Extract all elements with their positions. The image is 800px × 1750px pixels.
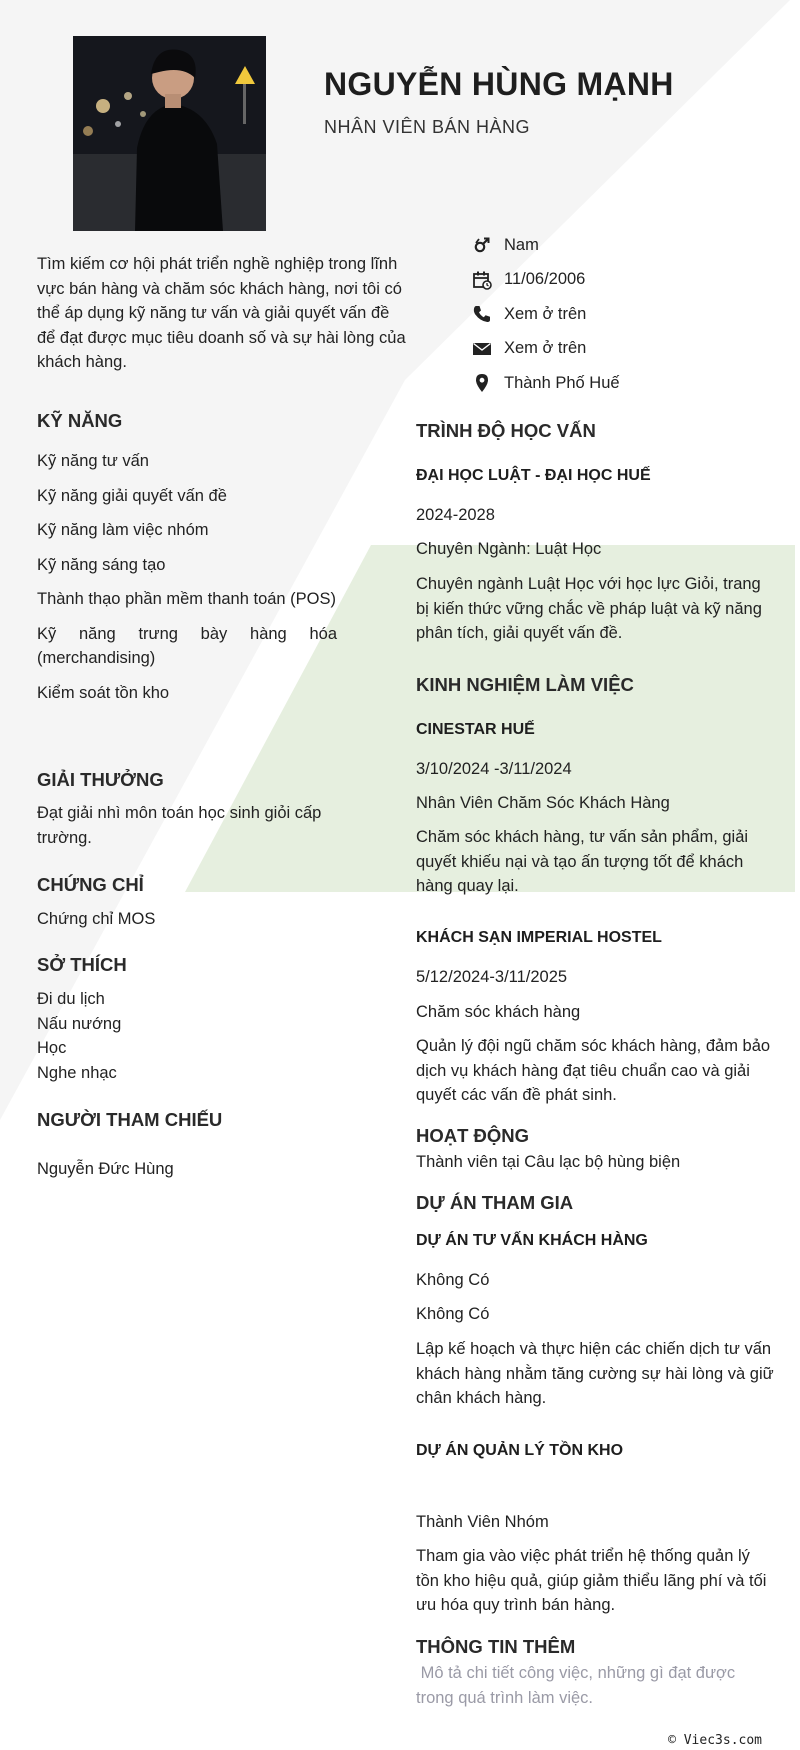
contact-gender-value: Nam (504, 235, 539, 254)
contact-list (472, 228, 620, 401)
skills-heading: KỸ NĂNG (37, 410, 123, 431)
project-description: Tham gia vào việc phát triển hệ thống quản lý tồn kho hiệu quả, giúp giảm thiểu lãng phí và tối ưu hóa quy trình bán hàng. (416, 1547, 767, 1614)
hobby-item: Học (37, 1039, 67, 1057)
project-name: DỰ ÁN QUẢN LÝ TỒN KHO (416, 1442, 624, 1459)
contact-email-value: Xem ở trên (504, 339, 587, 358)
education-period: 2024-2028 (416, 506, 495, 524)
job-period: 5/12/2024-3/11/2025 (416, 968, 568, 986)
candidate-role: NHÂN VIÊN BÁN HÀNG (324, 117, 531, 137)
project-name: DỰ ÁN TƯ VẤN KHÁCH HÀNG (416, 1232, 648, 1249)
references-heading: NGƯỜI THAM CHIẾU (37, 1109, 223, 1130)
education-heading: TRÌNH ĐỘ HỌC VẤN (416, 420, 596, 441)
contact-phone-value: Xem ở trên (504, 304, 587, 323)
skill-item: Kỹ năng làm việc nhóm (37, 521, 209, 539)
education-major: Chuyên Ngành: Luật Học (416, 540, 602, 558)
phone-icon (472, 304, 492, 324)
gender-icon (472, 235, 492, 255)
calendar-icon (472, 270, 492, 290)
education-description: Chuyên ngành Luật Học với học lực Giỏi, trang bị kiến thức vững chắc về pháp luật và kỹ năng phân tích, giải quyết vấn đề. (416, 575, 762, 642)
mail-icon (472, 339, 492, 359)
skill-item: Kỹ năng giải quyết vấn đề (37, 486, 227, 505)
certificates-text: Chứng chỉ MOS (37, 910, 156, 928)
job-description: Chăm sóc khách hàng, tư vấn sản phẩm, giải quyết khiếu nại và tạo ấn tượng tốt để khách hàng quay lại. (416, 828, 749, 895)
skill-item: Kỹ năng tư vấn (37, 452, 149, 470)
skills-list (37, 449, 337, 715)
job-period: 3/10/2024 -3/11/2024 (416, 760, 572, 778)
footer-watermark: © Viec3s.com (668, 1733, 762, 1748)
profile-photo (73, 36, 266, 231)
hobbies-list (37, 987, 121, 1085)
hobby-item: Đi du lịch (37, 990, 105, 1008)
contact-email (472, 332, 620, 367)
hobbies-heading: SỞ THÍCH (37, 954, 127, 975)
skill-item: Kỹ năng sáng tạo (37, 555, 166, 574)
projects-heading: DỰ ÁN THAM GIA (416, 1192, 574, 1213)
activities-heading: HOẠT ĐỘNG (416, 1125, 530, 1146)
location-pin-icon (472, 373, 492, 393)
contact-address (472, 366, 620, 401)
hobby-item: Nghe nhạc (37, 1063, 117, 1082)
reference-name: Nguyễn Đức Hùng (37, 1160, 174, 1178)
career-objective: Tìm kiếm cơ hội phát triển nghề nghiệp trong lĩnh vực bán hàng và chăm sóc khách hàng, nơi tôi có thể áp dụng kỹ năng tư vấn và giải quyết vấn đề để đạt được mục tiêu doanh số và sự hài lòng của khách hàng. (37, 255, 406, 371)
activities-text: Thành viên tại Câu lạc bộ hùng biện (416, 1153, 681, 1171)
contact-address-value: Thành Phố Huế (504, 373, 620, 392)
contact-gender (472, 228, 620, 263)
job-description: Quản lý đội ngũ chăm sóc khách hàng, đảm bảo dịch vụ khách hàng đạt tiêu chuẩn cao và giải quyết các vấn đề phát sinh. (416, 1037, 771, 1104)
awards-heading: GIẢI THƯỞNG (37, 769, 164, 790)
project-description: Lập kế hoạch và thực hiện các chiến dịch tư vấn khách hàng nhằm tăng cường sự hài lòng và giữ chân khách hàng. (416, 1340, 774, 1407)
job-company: KHÁCH SẠN IMPERIAL HOSTEL (416, 929, 662, 946)
project-role: Thành Viên Nhóm (416, 1513, 549, 1531)
skill-item: Kỹ năng trưng bày hàng hóa (merchandising) (37, 624, 337, 667)
awards-text: Đạt giải nhì môn toán học sinh giỏi cấp trường. (37, 804, 322, 847)
job-company: CINESTAR HUẾ (416, 721, 535, 738)
education-school: ĐẠI HỌC LUẬT - ĐẠI HỌC HUẾ (416, 467, 651, 484)
project-detail: Không Có (416, 1305, 490, 1323)
additional-info-heading: THÔNG TIN THÊM (416, 1636, 576, 1657)
project-detail: Không Có (416, 1271, 490, 1289)
job-position: Chăm sóc khách hàng (416, 1003, 581, 1021)
additional-info-placeholder: Mô tả chi tiết công việc, những gì đạt được trong quá trình làm việc. (416, 1664, 740, 1707)
skill-item: Kiểm soát tồn kho (37, 683, 170, 702)
hobby-item: Nấu nướng (37, 1014, 122, 1033)
certificates-heading: CHỨNG CHỈ (37, 874, 144, 895)
candidate-name: NGUYỄN HÙNG MẠNH (324, 66, 674, 102)
experience-heading: KINH NGHIỆM LÀM VIỆC (416, 674, 634, 695)
job-position: Nhân Viên Chăm Sóc Khách Hàng (416, 794, 670, 812)
contact-phone (472, 297, 620, 332)
skill-item: Thành thạo phần mềm thanh toán (POS) (37, 590, 337, 608)
contact-birthday-value: 11/06/2006 (504, 270, 586, 289)
contact-birthday (472, 263, 620, 298)
